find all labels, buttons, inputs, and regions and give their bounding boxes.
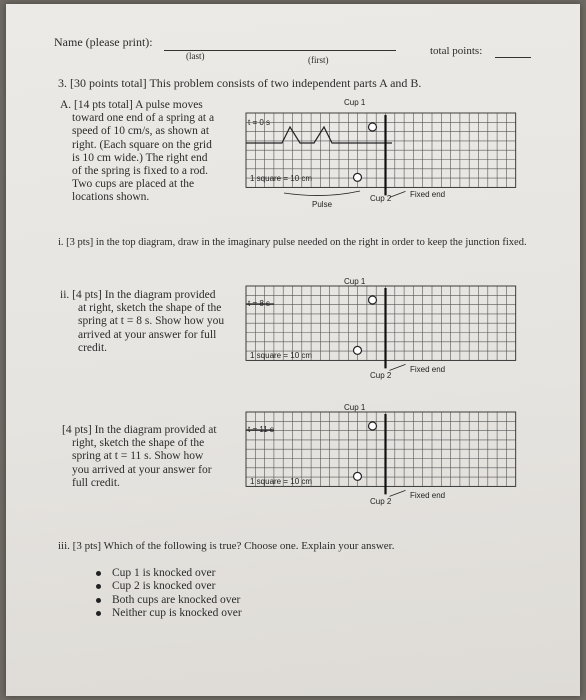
question-ii-line: ii. [4 pts] In the diagram provided [60, 289, 216, 301]
question-i: i. [3 pts] in the top diagram, draw in the imaginary pulse needed on the right in order to keep the junction fixed. [58, 237, 527, 248]
question-ii-line: arrived at your answer for full [78, 328, 217, 341]
question-ii-b-line: [4 pts] In the diagram provided at [62, 424, 217, 436]
spring-diagram-t11[interactable] [234, 400, 546, 510]
part-a-line: A. [14 pts total] A pulse moves [60, 99, 203, 111]
cup-2-label: Cup 2 [370, 194, 392, 203]
part-a-text [60, 99, 214, 205]
cup-1-icon [369, 422, 377, 430]
rod-and-cups [354, 414, 406, 496]
cup-2-label: Cup 2 [370, 497, 392, 506]
cup-1-icon [369, 123, 377, 131]
fixed-end-pointer [390, 364, 406, 370]
grid [246, 286, 516, 360]
question-ii-b-line: right, sketch the shape of the [72, 437, 205, 450]
fixed-end-label: Fixed end [410, 190, 446, 199]
pulse-bracket [284, 191, 360, 196]
fixed-end-pointer [390, 191, 406, 197]
grid [246, 412, 516, 486]
question-ii-line: credit. [78, 341, 108, 354]
cup-2-label: Cup 2 [370, 371, 392, 380]
question-ii-text [60, 289, 224, 355]
scale-label: 1 square = 10 cm [250, 351, 313, 360]
pulse-label: Pulse [312, 200, 333, 209]
part-a-line: right. (Each square on the grid [72, 138, 212, 151]
scale-label: 1 square = 10 cm [250, 477, 313, 486]
time-label: t = 0 s [248, 118, 271, 127]
time-label: t = 8 s [248, 299, 271, 308]
cup-1-icon [369, 296, 377, 304]
fixed-end-label: Fixed end [410, 491, 446, 500]
spring-diagram-t8[interactable] [234, 274, 546, 384]
question-iii: iii. [3 pts] Which of the following is true? Choose one. Explain your answer. [58, 540, 395, 552]
question-ii-b-line: you arrived at your answer for [72, 463, 212, 476]
cup-2-icon [354, 346, 362, 354]
first-name-label: (first) [308, 55, 329, 65]
worksheet-page [6, 4, 580, 696]
cup-1-label: Cup 1 [344, 98, 366, 107]
option-neither[interactable]: Neither cup is knocked over [94, 607, 242, 620]
cup-1-label: Cup 1 [344, 277, 366, 286]
fixed-end-pointer [390, 490, 406, 496]
question-ii-line: spring at t = 8 s. Show how you [78, 315, 225, 328]
last-name-label: (last) [186, 51, 205, 61]
part-a-line: locations shown. [72, 191, 150, 204]
name-label: Name (please print): [54, 35, 153, 49]
answer-options [94, 567, 242, 621]
question-ii-b-line: spring at t = 11 s. Show how [72, 450, 204, 463]
option-cup-1[interactable]: Cup 1 is knocked over [94, 567, 242, 580]
part-a-line: of the spring is fixed to a rod. [72, 165, 209, 178]
cup-1-label: Cup 1 [344, 403, 366, 412]
rod-and-cups [354, 288, 406, 370]
rod-and-cups [354, 115, 406, 197]
time-label: t = 11 s [248, 425, 274, 434]
cup-2-icon [354, 472, 362, 480]
part-a-line: speed of 10 cm/s, as shown at [72, 125, 210, 138]
problem-intro: 3. [30 points total] This problem consists of two independent parts A and B. [58, 76, 422, 90]
question-ii-line: at right, sketch the shape of the [78, 302, 222, 315]
part-a-line: is 10 cm wide.) The right end [72, 151, 208, 164]
option-cup-2[interactable]: Cup 2 is knocked over [94, 580, 242, 593]
cup-2-icon [354, 173, 362, 181]
question-ii-b-line: full credit. [72, 476, 120, 489]
option-both[interactable]: Both cups are knocked over [94, 594, 242, 607]
scale-label: 1 square = 10 cm [250, 174, 313, 183]
total-points-label: total points: [430, 45, 483, 57]
spring-diagram-t0[interactable] [234, 97, 546, 219]
question-ii-b-text [62, 424, 217, 490]
part-a-line: Two cups are placed at the [72, 178, 195, 191]
total-points-underline[interactable] [495, 57, 531, 58]
fixed-end-label: Fixed end [410, 365, 446, 374]
part-a-line: toward one end of a spring at a [72, 112, 215, 125]
